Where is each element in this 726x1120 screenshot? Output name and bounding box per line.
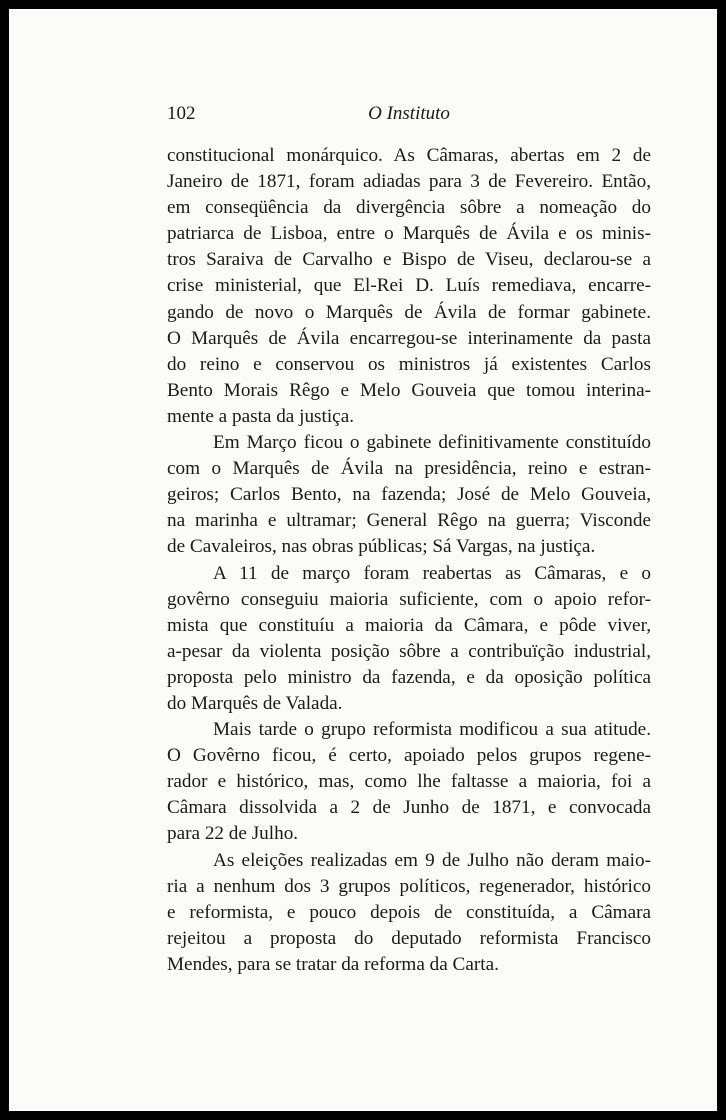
text-line: Em Março ficou o gabinete definitivamente constituído xyxy=(213,432,651,454)
text-line: tros Saraiva de Carvalho e Bispo de Viseu, declarou-se a xyxy=(167,249,651,271)
body-text xyxy=(167,143,651,978)
text-line: O Govêrno ficou, é certo, apoiado pelos grupos regene- xyxy=(167,745,651,767)
text-line: para 22 de Julho. xyxy=(167,823,299,845)
text-line: gando de novo o Marquês de Ávila de formar gabinete. xyxy=(167,301,651,323)
text-line: O Marquês de Ávila encarregou-se interinamente da pasta xyxy=(167,327,651,349)
text-line: e reformista, e pouco depois de constituída, a Câmara xyxy=(167,901,651,923)
text-line: Bento Morais Rêgo e Melo Gouveia que tomou interina- xyxy=(167,379,651,401)
text-line: constitucional monárquico. As Câmaras, abertas em 2 de xyxy=(167,145,651,166)
paragraph xyxy=(167,561,651,718)
text-line: rejeitou a proposta do deputado reformista Francisco xyxy=(167,927,651,949)
text-line: mente a pasta da justiça. xyxy=(167,405,355,427)
text-line: rador e histórico, mas, como lhe faltasse a maioria, foi a xyxy=(167,771,651,793)
text-line: na marinha e ultramar; General Rêgo na guerra; Visconde xyxy=(167,510,651,532)
text-line: As eleições realizadas em 9 de Julho não deram maio- xyxy=(213,849,651,871)
page-number: 102 xyxy=(167,103,196,124)
text-line: em conseqüência da divergência sôbre a nomeação do xyxy=(167,197,651,219)
text-line: Câmara dissolvida a 2 de Junho de 1871, e convocada xyxy=(167,797,651,819)
paragraph xyxy=(167,430,651,560)
paragraph xyxy=(167,848,651,978)
text-line: crise ministerial, que El-Rei D. Luís remediava, encarre- xyxy=(167,275,651,297)
text-line: a-pesar da violenta posição sôbre a contribuïção industrial, xyxy=(167,640,651,662)
text-line: Janeiro de 1871, foram adiadas para 3 de Fevereiro. Então, xyxy=(167,171,651,193)
text-line: com o Marquês de Ávila na presidência, reino e estran- xyxy=(167,458,651,480)
text-line: ria a nenhum dos 3 grupos políticos, regenerador, histórico xyxy=(167,875,651,897)
text-line: mista que constituíu a maioria da Câmara, e pôde viver, xyxy=(167,614,651,636)
paragraph xyxy=(167,717,651,847)
text-line: A 11 de março foram reabertas as Câmaras, e o xyxy=(213,562,651,584)
paragraph xyxy=(167,143,651,430)
book-page xyxy=(9,9,717,1111)
text-line: geiros; Carlos Bento, na fazenda; José de Melo Gouveia, xyxy=(167,484,651,506)
running-title: O Instituto xyxy=(368,103,450,124)
text-line: Mais tarde o grupo reformista modificou a sua atitude. xyxy=(213,719,651,741)
text-line: do reino e conservou os ministros já existentes Carlos xyxy=(167,353,651,375)
text-line: do Marquês de Valada. xyxy=(167,692,343,714)
text-line: Mendes, para se tratar da reforma da Carta. xyxy=(167,953,499,975)
text-line: govêrno conseguiu maioria suficiente, com o apoio refor- xyxy=(167,588,651,610)
page-header xyxy=(167,103,651,127)
text-line: de Cavaleiros, nas obras públicas; Sá Vargas, na justiça. xyxy=(167,536,596,558)
text-line: proposta pelo ministro da fazenda, e da oposição política xyxy=(167,666,651,688)
text-line: patriarca de Lisboa, entre o Marquês de Ávila e os minis- xyxy=(167,223,651,245)
